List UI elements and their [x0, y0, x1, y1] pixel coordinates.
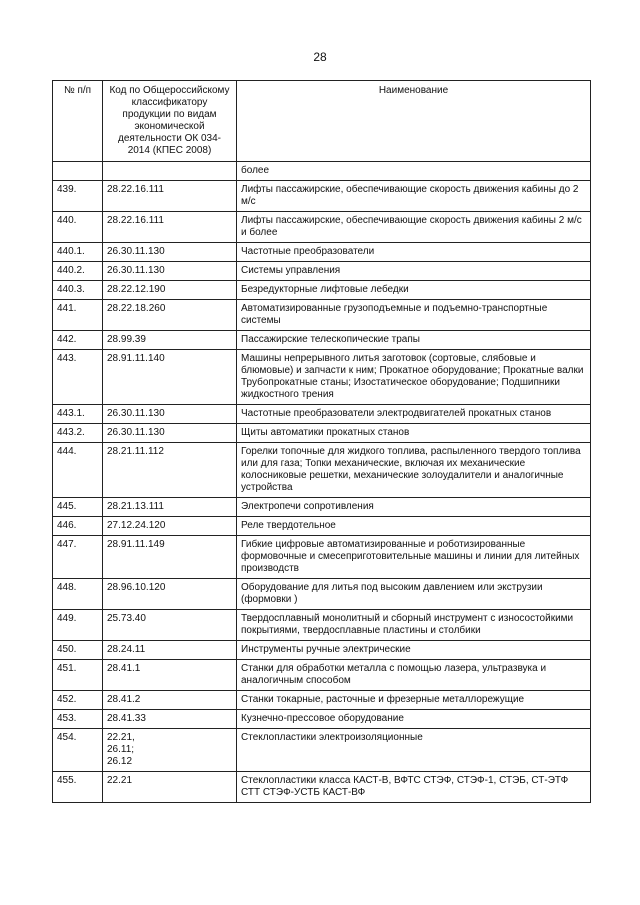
page-number: 28 [313, 50, 327, 64]
row-name: более [237, 162, 591, 181]
row-code: 28.22.12.190 [103, 281, 237, 300]
row-number: 440.1. [53, 243, 103, 262]
row-number: 441. [53, 300, 103, 331]
row-number: 443. [53, 350, 103, 405]
row-code: 26.30.11.130 [103, 424, 237, 443]
table-row [53, 579, 591, 610]
row-code: 27.12.24.120 [103, 517, 237, 536]
table-row [53, 610, 591, 641]
row-number: 453. [53, 710, 103, 729]
row-number: 440. [53, 212, 103, 243]
table-row [53, 262, 591, 281]
row-number: 448. [53, 579, 103, 610]
table-row [53, 181, 591, 212]
row-number: 442. [53, 331, 103, 350]
table-row [53, 443, 591, 498]
table-row [53, 641, 591, 660]
row-code: 28.22.16.111 [103, 212, 237, 243]
header-name: Наименование [237, 81, 591, 162]
row-name: Частотные преобразователи электродвигателей прокатных станов [237, 405, 591, 424]
table-row [53, 243, 591, 262]
row-number: 443.1. [53, 405, 103, 424]
row-code-line: 26.12 [107, 756, 133, 767]
table-row [53, 405, 591, 424]
row-number: 440.3. [53, 281, 103, 300]
row-number: 440.2. [53, 262, 103, 281]
row-name: Инструменты ручные электрические [237, 641, 591, 660]
row-number: 443.2. [53, 424, 103, 443]
row-number: 455. [53, 772, 103, 803]
row-name: Автоматизированные грузоподъемные и подъемно-транспортные системы [237, 300, 591, 331]
row-code: 26.30.11.130 [103, 262, 237, 281]
row-name: Щиты автоматики прокатных станов [237, 424, 591, 443]
row-number: 447. [53, 536, 103, 579]
table-row [53, 517, 591, 536]
row-name: Безредукторные лифтовые лебедки [237, 281, 591, 300]
table-header-row [53, 81, 591, 162]
table-row [53, 691, 591, 710]
row-code: 26.30.11.130 [103, 405, 237, 424]
row-code: 28.41.33 [103, 710, 237, 729]
classifier-table [52, 80, 591, 803]
table-row [53, 660, 591, 691]
row-number: 446. [53, 517, 103, 536]
table-row [53, 162, 591, 181]
table-row [53, 350, 591, 405]
row-name: Частотные преобразователи [237, 243, 591, 262]
row-code: 26.30.11.130 [103, 243, 237, 262]
row-name: Стеклопластики электроизоляционные [237, 729, 591, 772]
table-row [53, 331, 591, 350]
row-code: 28.21.13.111 [103, 498, 237, 517]
row-name: Системы управления [237, 262, 591, 281]
row-name: Станки для обработки металла с помощью лазера, ультразвука и аналогичным способом [237, 660, 591, 691]
row-code: 28.22.18.260 [103, 300, 237, 331]
row-name: Станки токарные, расточные и фрезерные металлорежущие [237, 691, 591, 710]
row-code-line: 26.11; [107, 744, 135, 755]
row-name: Кузнечно-прессовое оборудование [237, 710, 591, 729]
row-number: 454. [53, 729, 103, 772]
row-name: Электропечи сопротивления [237, 498, 591, 517]
row-name: Горелки топочные для жидкого топлива, распыленного твердого топлива или для газа; Топки механические, включая их механические колосниковые решетки, механические золоудалители и аналогичные устройства [237, 443, 591, 498]
table-row [53, 710, 591, 729]
row-code: 28.91.11.140 [103, 350, 237, 405]
row-code: 28.91.11.149 [103, 536, 237, 579]
row-code: 28.99.39 [103, 331, 237, 350]
row-code: 28.41.1 [103, 660, 237, 691]
table-row [53, 212, 591, 243]
row-code: 28.21.11.112 [103, 443, 237, 498]
row-name: Лифты пассажирские, обеспечивающие скорость движения кабины до 2 м/с [237, 181, 591, 212]
row-code [103, 162, 237, 181]
row-number: 444. [53, 443, 103, 498]
row-name: Твердосплавный монолитный и сборный инструмент с износостойкими покрытиями, твердосплавные пластины и столбики [237, 610, 591, 641]
row-number: 451. [53, 660, 103, 691]
row-number: 450. [53, 641, 103, 660]
row-number: 452. [53, 691, 103, 710]
table-row [53, 300, 591, 331]
table-row [53, 536, 591, 579]
table-row [53, 424, 591, 443]
row-code: 22.21 [103, 772, 237, 803]
row-number: 445. [53, 498, 103, 517]
row-code: 28.24.11 [103, 641, 237, 660]
row-name: Машины непрерывного литья заготовок (сортовые, слябовые и блюмовые) и запчасти к ним; Прокатное оборудование; Прокатные валки Трубопрокатные станы; Изостатическое оборудование; Подшипники жидкостного трения [237, 350, 591, 405]
row-code: 28.96.10.120 [103, 579, 237, 610]
table-row [53, 498, 591, 517]
header-code: Код по Общероссийскому классификатору продукции по видам экономической деятельности ОК 034-2014 (КПЕС 2008) [103, 81, 237, 162]
row-name: Реле твердотельное [237, 517, 591, 536]
row-name: Стеклопластики класса КАСТ-В, ВФТС СТЭФ, СТЭФ-1, СТЭБ, СТ-ЭТФ СТТ СТЭФ-УСТБ КАСТ-ВФ [237, 772, 591, 803]
row-number [53, 162, 103, 181]
table-row [53, 281, 591, 300]
row-code: 28.22.16.111 [103, 181, 237, 212]
row-number: 439. [53, 181, 103, 212]
row-code-line: 22.21, [107, 732, 135, 743]
row-code: 28.41.2 [103, 691, 237, 710]
row-code: 25.73.40 [103, 610, 237, 641]
table-row [53, 729, 591, 772]
row-name: Пассажирские телескопические трапы [237, 331, 591, 350]
row-name: Оборудование для литья под высоким давлением или экструзии (формовки ) [237, 579, 591, 610]
table-body [53, 162, 591, 803]
table-row [53, 772, 591, 803]
header-number: № п/п [53, 81, 103, 162]
row-name: Лифты пассажирские, обеспечивающие скорость движения кабины 2 м/с и более [237, 212, 591, 243]
row-number: 449. [53, 610, 103, 641]
row-code [103, 729, 237, 772]
row-name: Гибкие цифровые автоматизированные и роботизированные формовочные и смесеприготовительные машины и линии для литейных производств [237, 536, 591, 579]
